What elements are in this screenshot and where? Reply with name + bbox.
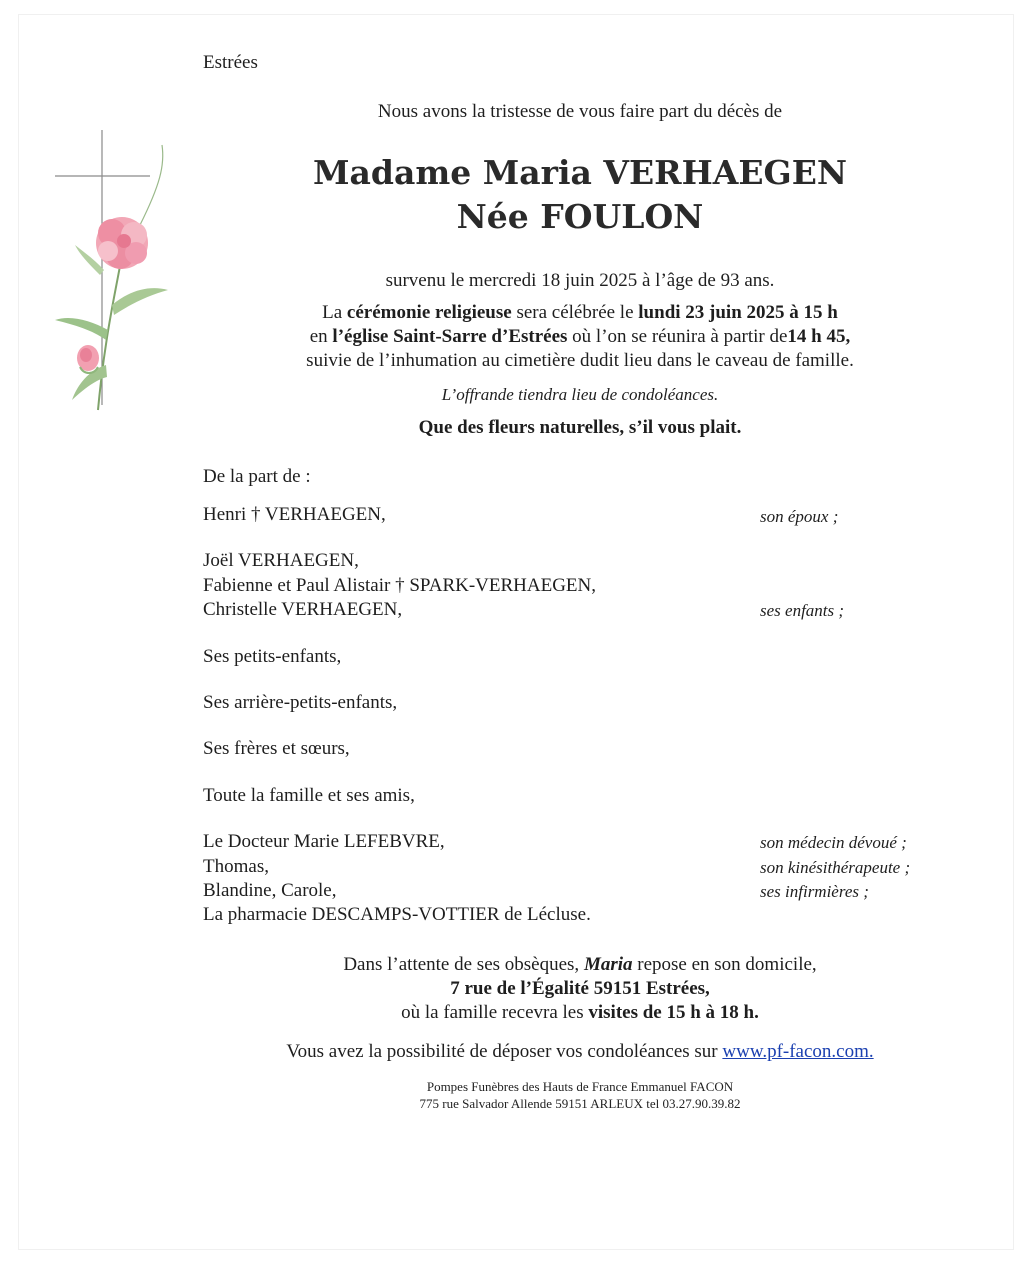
funeral-home-name: Pompes Funèbres des Hauts de France Emmanuel FACON xyxy=(426,1079,734,1094)
ceremony-type: cérémonie religieuse xyxy=(346,302,512,323)
ceremony-text: La xyxy=(322,302,347,323)
vigil-text: Dans l’attente de ses obsèques, xyxy=(343,954,584,975)
location-label: Estrées xyxy=(203,52,258,73)
carer-name: La pharmacie DESCAMPS-VOTTIER de Lécluse. xyxy=(203,904,591,925)
ceremony-text: où l’on se réunira à partir de xyxy=(567,326,788,347)
from-label: De la part de : xyxy=(203,466,311,487)
grandchildren-line: Ses petits-enfants, xyxy=(203,646,342,667)
deceased-name: Madame Maria VERHAEGEN xyxy=(312,153,848,192)
great-grandchildren-line: Ses arrière-petits-enfants, xyxy=(203,692,398,713)
carer-role: ses infirmières ; xyxy=(760,882,869,901)
funeral-home-address: 775 rue Salvador Allende 59151 ARLEUX tel 03.27.90.39.82 xyxy=(419,1096,741,1111)
ceremony-place: l’église Saint-Sarre d’Estrées xyxy=(332,326,568,347)
vigil-text: repose en son domicile, xyxy=(632,954,817,975)
gathering-time: 14 h 45, xyxy=(787,326,851,347)
carer-role: son médecin dévoué ; xyxy=(760,833,907,852)
carer-name: Blandine, Carole, xyxy=(203,880,337,901)
child-name: Joël VERHAEGEN, xyxy=(203,550,359,571)
condolences-line xyxy=(160,1041,1000,1063)
family-friends-line: Toute la famille et ses amis, xyxy=(203,785,415,806)
vigil-line-1 xyxy=(160,954,1000,976)
ceremony-line-1 xyxy=(160,302,1000,324)
spouse-name: Henri † VERHAEGEN, xyxy=(203,504,386,525)
vigil-line-3 xyxy=(160,1002,1000,1024)
birth-name: Née FOULON xyxy=(456,197,704,236)
ceremony-line-3: suivie de l’inhumation au cimetière dudit lieu dans le caveau de famille. xyxy=(306,350,854,371)
ceremony-date: lundi 23 juin 2025 à 15 h xyxy=(638,302,838,323)
vigil-text: où la famille recevra les xyxy=(401,1002,589,1023)
spouse-role: son époux ; xyxy=(760,507,839,526)
ceremony-text: sera célébrée le xyxy=(511,302,639,323)
carer-role: son kinésithérapeute ; xyxy=(760,858,911,877)
offering-note: L’offrande tiendra lieu de condoléances. xyxy=(441,385,719,404)
carer-name: Thomas, xyxy=(203,856,269,877)
condolences-text: Vous avez la possibilité de déposer vos condoléances sur xyxy=(286,1041,723,1062)
death-date-line: survenu le mercredi 18 juin 2025 à l’âge de 93 ans. xyxy=(385,270,775,291)
intro-line: Nous avons la tristesse de vous faire part du décès de xyxy=(377,101,783,122)
carer-name: Le Docteur Marie LEFEBVRE, xyxy=(203,831,445,852)
visiting-hours: visites de 15 h à 18 h. xyxy=(588,1002,759,1023)
child-name: Christelle VERHAEGEN, xyxy=(203,599,403,620)
child-name: Fabienne et Paul Alistair † SPARK-VERHAEGEN, xyxy=(203,575,597,596)
siblings-line: Ses frères et sœurs, xyxy=(203,738,350,759)
flowers-note: Que des fleurs naturelles, s’il vous plait. xyxy=(418,417,742,438)
ceremony-line-2 xyxy=(160,326,1000,348)
ceremony-text: en xyxy=(309,326,333,347)
children-role: ses enfants ; xyxy=(760,601,845,620)
vigil-address: 7 rue de l’Égalité 59151 Estrées, xyxy=(450,978,710,999)
condolences-link[interactable]: www.pf-facon.com. xyxy=(722,1041,874,1062)
vigil-name: Maria xyxy=(583,954,633,975)
